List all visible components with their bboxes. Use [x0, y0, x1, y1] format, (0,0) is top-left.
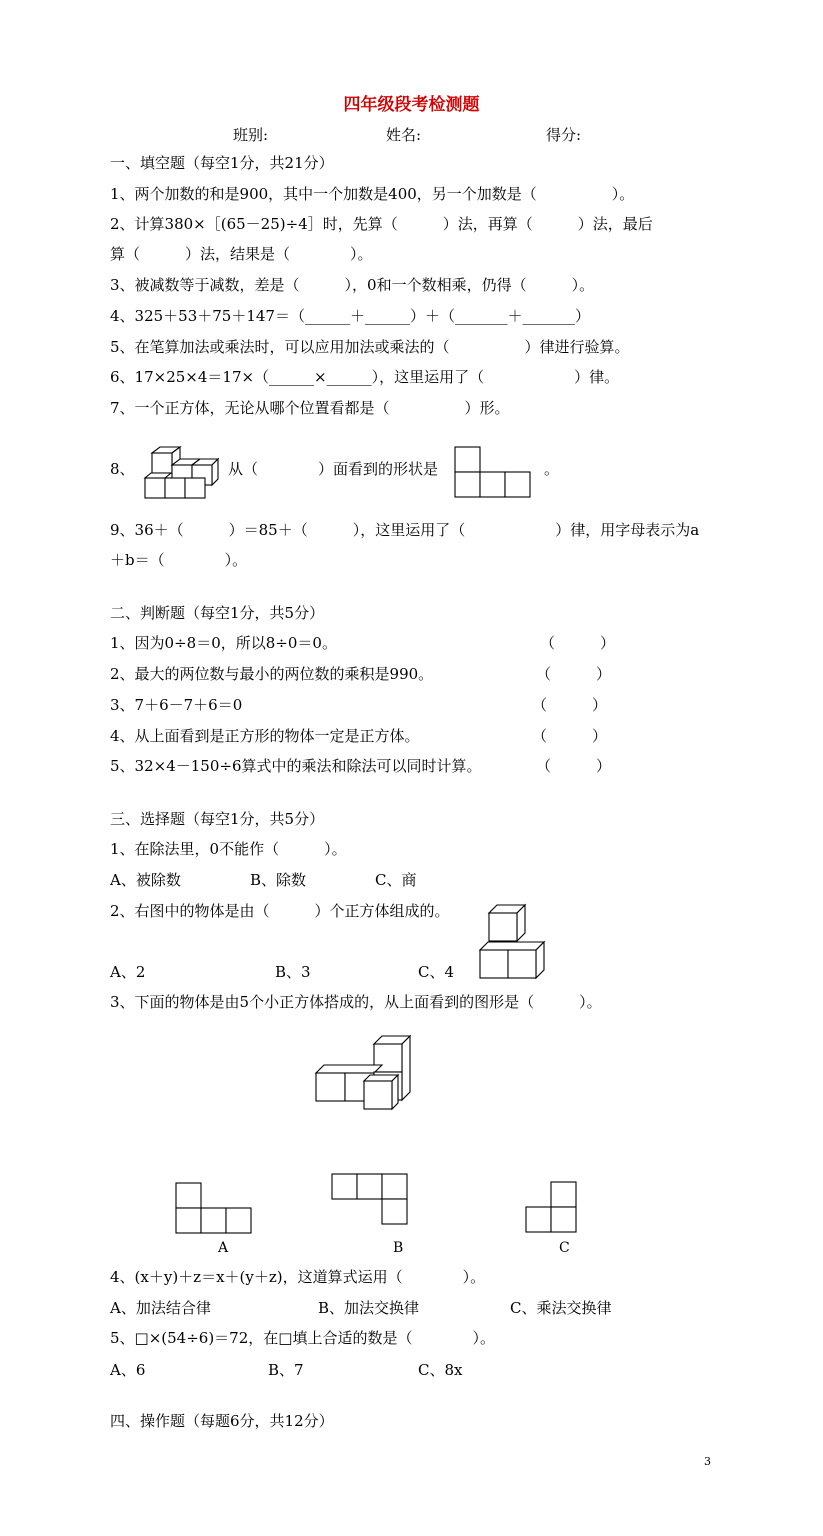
s1-question-7: 7、一个正方体，无论从哪个位置看都是（ ）形。: [110, 399, 510, 417]
q3-label-a: A: [218, 1240, 229, 1256]
s3-q4-option-a: A、加法结合律: [110, 1299, 211, 1317]
s2-item-4-blank: （ ）: [532, 727, 608, 745]
s1-question-8-number: 8、: [110, 460, 135, 478]
s2-item-5: 5、32×4－150÷6算式中的乘法和除法可以同时计算。: [110, 757, 482, 775]
s3-q4-option-c: C、乘法交换律: [510, 1299, 612, 1317]
q8-cube-figure: [140, 445, 220, 501]
s3-q4-option-b: B、加法交换律: [318, 1299, 420, 1317]
name-label: 姓名:: [386, 126, 422, 144]
s3-q5-option-c: C、8x: [418, 1361, 463, 1379]
s3-q5-option-b: B、7: [268, 1361, 304, 1379]
score-label: 得分:: [546, 126, 582, 144]
s3-q1-option-b: B、除数: [250, 871, 307, 889]
s1-question-2a: 2、计算380×［(65－25)÷4］时，先算（ ）法，再算（ ）法，最后: [110, 215, 653, 233]
s1-question-4: 4、325＋53＋75＋147＝（______＋______）＋（_______＋_______）: [110, 307, 590, 325]
s3-question-3: 3、下面的物体是由5个小正方体搭成的，从上面看到的图形是（ ）。: [110, 993, 602, 1011]
s2-item-1-blank: （ ）: [540, 634, 616, 652]
s3-q1-option-a: A、被除数: [110, 871, 181, 889]
q8-view-figure: [454, 446, 534, 498]
s1-question-9a: 9、36＋（ ）＝85＋（ ），这里运用了（ ）律，用字母表示为a: [110, 521, 700, 539]
s3-q1-option-c: C、商: [375, 871, 417, 889]
q3-option-b-figure: [331, 1173, 411, 1227]
section1-heading: 一、填空题（每空1分，共21分）: [110, 154, 334, 172]
section4-heading: 四、操作题（每题6分，共12分）: [110, 1412, 334, 1430]
s1-question-8-text: 从（ ）面看到的形状是: [228, 460, 439, 478]
s2-item-3: 3、7＋6－7＋6＝0: [110, 696, 243, 714]
s3-q2-option-b: B、3: [275, 963, 311, 981]
page-title: 四年级段考检测题: [343, 95, 480, 115]
s2-item-2: 2、最大的两位数与最小的两位数的乘积是990。: [110, 665, 434, 683]
s3-question-4: 4、(x＋y)＋z＝x＋(y＋z)，这道算式运用（ ）。: [110, 1268, 486, 1286]
s2-item-5-blank: （ ）: [536, 757, 612, 775]
s3-question-2: 2、右图中的物体是由（ ）个正方体组成的。: [110, 902, 450, 920]
s1-question-5: 5、在笔算加法或乘法时，可以应用加法或乘法的（ ）律进行验算。: [110, 338, 630, 356]
q3-cube-figure: [312, 1030, 416, 1114]
s1-question-2b: 算（ ）法，结果是（ ）。: [110, 245, 373, 263]
s3-question-1: 1、在除法里，0不能作（ ）。: [110, 840, 347, 858]
s2-item-4: 4、从上面看到是正方形的物体一定是正方体。: [110, 727, 420, 745]
q2-cube-figure: [476, 902, 552, 984]
q3-label-c: C: [559, 1240, 570, 1256]
s3-q5-option-a: A、6: [110, 1361, 146, 1379]
s2-item-2-blank: （ ）: [536, 665, 612, 683]
s1-question-6: 6、17×25×4＝17×（______×______），这里运用了（ ）律。: [110, 368, 620, 386]
q3-label-b: B: [393, 1240, 404, 1256]
page-number: 3: [704, 1455, 711, 1468]
s1-question-3: 3、被减数等于减数，差是（ ），0和一个数相乘，仍得（ ）。: [110, 276, 595, 294]
s1-question-1: 1、两个加数的和是900，其中一个加数是400，另一个加数是（ ）。: [110, 185, 635, 203]
s3-q2-option-c: C、4: [418, 963, 455, 981]
section2-heading: 二、判断题（每空1分，共5分）: [110, 604, 325, 622]
q3-option-c-figure: [525, 1181, 581, 1235]
q3-option-a-figure: [175, 1182, 255, 1236]
s2-item-1: 1、因为0÷8＝0，所以8÷0＝0。: [110, 634, 337, 652]
s1-question-8-end: 。: [544, 460, 560, 478]
section3-heading: 三、选择题（每空1分，共5分）: [110, 810, 325, 828]
s3-question-5: 5、□×(54÷6)＝72，在□填上合适的数是（ ）。: [110, 1329, 495, 1347]
s2-item-3-blank: （ ）: [532, 696, 608, 714]
s3-q2-option-a: A、2: [110, 963, 146, 981]
class-label: 班别:: [233, 126, 269, 144]
s1-question-9b: ＋b＝（ ）。: [110, 551, 248, 569]
